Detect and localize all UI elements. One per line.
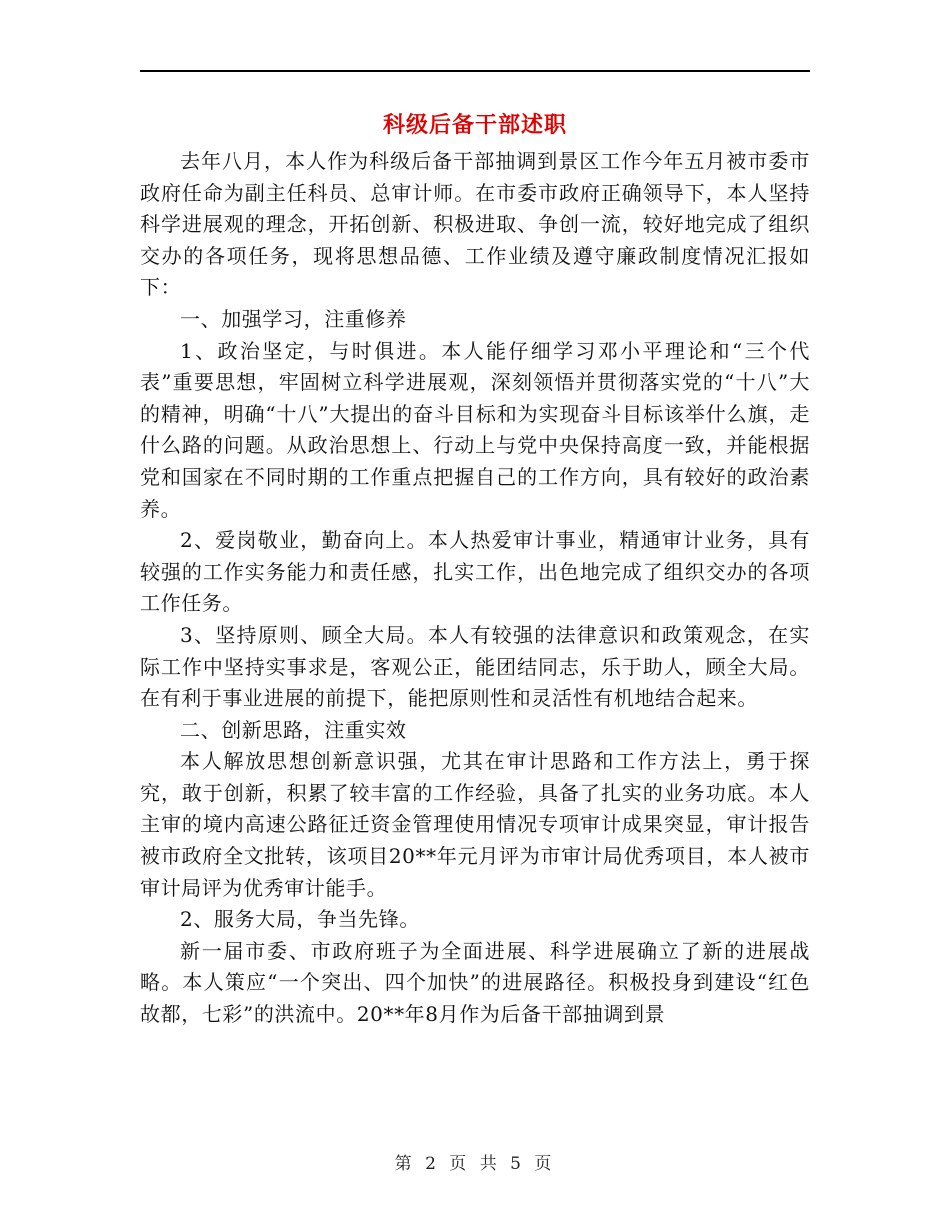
section-heading-2: 二、创新思路，注重实效	[180, 717, 407, 742]
paragraph-dedication: 2、爱岗敬业，勤奋向上。本人热爱审计事业，精通审计业务，具有较强的工作实务能力和责任感，扎实工作，出色地完成了组织交办的各项工作任务。	[140, 528, 810, 616]
paragraph-innovation: 本人解放思想创新意识强，尤其在审计思路和工作方法上，勇于探究，敢于创新，积累了较丰富的工作经验，具备了扎实的业务功底。本人主审的境内高速公路征迁资金管理使用情况专项审计成果突显，审计报告被市政府全文批转，该项目20**年元月评为市审计局优秀项目，本人被市审计局评为优秀审计能手。	[140, 749, 810, 900]
subheading-service: 2、服务大局，争当先锋。	[180, 907, 420, 932]
page-number-footer: 第 2 页 共 5 页	[394, 1154, 556, 1174]
paragraph-politics: 1、政治坚定，与时俱进。本人能仔细学习邓小平理论和“三个代表”重要思想，牢固树立科学进展观，深刻领悟并贯彻落实党的“十八”大的精神，明确“十八”大提出的奋斗目标和为实现奋斗目标该举什么旗，走什么路的问题。从政治思想上、行动上与党中央保持高度一致，并能根据党和国家在不同时期的工作重点把握自己的工作方向，具有较好的政治素养。	[140, 338, 810, 521]
document-body	[140, 146, 810, 1031]
paragraph-principles: 3、坚持原则、顾全大局。本人有较强的法律意识和政策观念，在实际工作中坚持实事求是，客观公正，能团结同志，乐于助人，顾全大局。在有利于事业进展的前提下，能把原则性和灵活性有机地结合起来。	[140, 622, 810, 711]
header-rule	[140, 70, 810, 72]
document-title: 科级后备干部述职	[382, 113, 567, 138]
paragraph-intro: 去年八月，本人作为科级后备干部抽调到景区工作今年五月被市委市政府任命为副主任科员、总审计师。在市委市政府正确领导下，本人坚持科学进展观的理念，开拓创新、积极进取、争创一流，较好地完成了组织交办的各项任务，现将思想品德、工作业绩及遵守廉政制度情况汇报如下：	[140, 149, 810, 300]
section-heading-1: 一、加强学习，注重修养	[180, 306, 407, 331]
paragraph-strategy: 新一届市委、市政府班子为全面进展、科学进展确立了新的进展战略。本人策应“一个突出、四个加快”的进展路径。积极投身到建设“红色故都，七彩”的洪流中。20**年8月作为后备干部抽调到景	[140, 938, 810, 1027]
